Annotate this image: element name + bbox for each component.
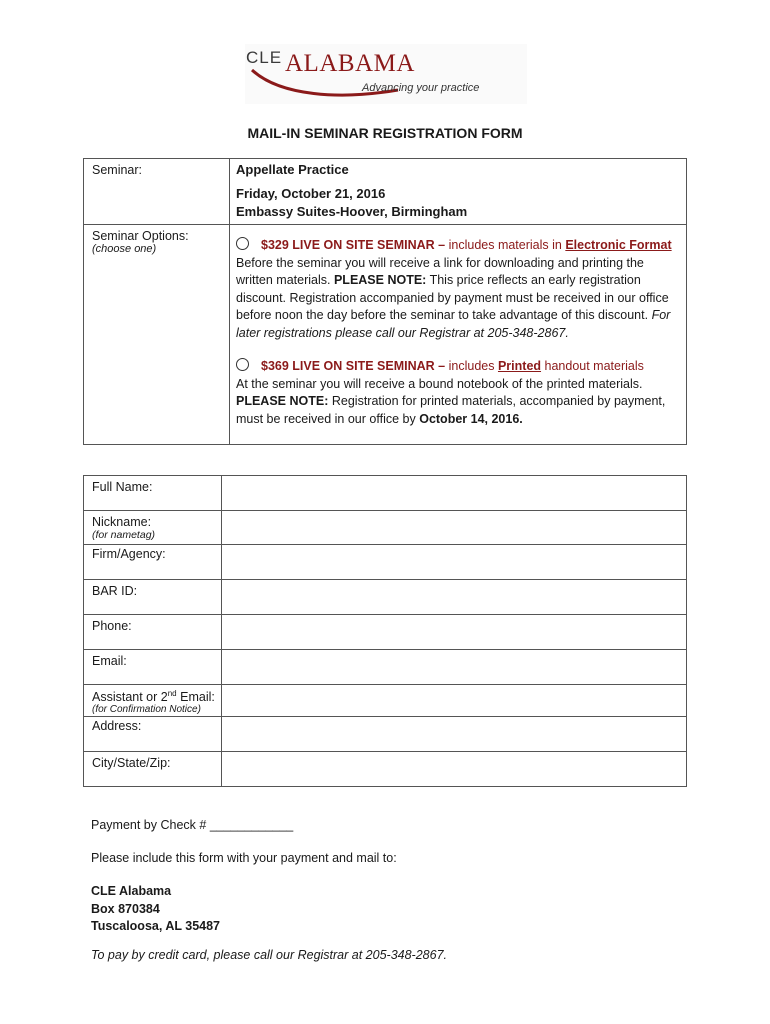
options-cell <box>230 225 687 445</box>
phone-input[interactable] <box>222 615 687 650</box>
field-row-bar-id <box>84 580 687 615</box>
check-line <box>91 818 293 832</box>
option-2-desc-a: At the seminar you will receive a bound notebook of the printed materials. <box>236 376 643 391</box>
option-1-note-label: PLEASE NOTE: <box>333 273 427 287</box>
option-2-deadline: October 14, 2016. <box>419 411 523 426</box>
option-1-type: LIVE ON SITE SEMINAR <box>292 238 435 252</box>
address-input[interactable] <box>222 717 687 752</box>
field-row-full-name <box>84 476 687 511</box>
seminar-label: Seminar: <box>92 163 143 177</box>
option-2-after: handout materials <box>544 359 644 373</box>
full-name-input[interactable] <box>222 476 687 511</box>
option-1-desc-c: For later registrations please call our Registrar at 205-348-2867. <box>236 308 671 340</box>
field-row-city <box>84 752 687 787</box>
form-title: MAIL-IN SEMINAR REGISTRATION FORM <box>247 125 523 141</box>
field-label-assistant-email: Assistant or 2nd Email: <box>92 689 215 705</box>
contact-table <box>83 475 687 787</box>
field-row-email <box>84 650 687 685</box>
option-1-radio[interactable] <box>236 237 249 250</box>
nickname-input[interactable] <box>222 511 687 545</box>
field-row-phone <box>84 615 687 650</box>
option-1 <box>236 237 678 342</box>
city-state-zip-input[interactable] <box>222 752 687 787</box>
seminar-location: Embassy Suites-Hoover, Birmingham <box>236 204 468 219</box>
field-label-bar-id: BAR ID: <box>92 584 138 598</box>
field-label-email: Email: <box>92 654 127 668</box>
field-sub-assistant-email: (for Confirmation Notice) <box>92 704 201 716</box>
seminar-date: Friday, October 21, 2016 <box>236 186 386 201</box>
option-2-includes: includes <box>448 359 495 373</box>
check-label: Payment by Check # <box>91 818 207 832</box>
bar-id-input[interactable] <box>222 580 687 615</box>
address-line: Box 870384 <box>91 901 160 916</box>
option-1-dash: – <box>438 238 446 252</box>
field-label-city: City/State/Zip: <box>92 756 171 770</box>
seminar-table <box>83 158 687 445</box>
option-2-note-label: PLEASE NOTE: <box>236 394 329 408</box>
credit-card-note: To pay by credit card, please call our Registrar at 205-348-2867. <box>91 948 447 962</box>
field-label-nickname: Nickname: <box>92 515 152 529</box>
logo-name: ALABAMA <box>285 50 415 77</box>
firm-input[interactable] <box>222 545 687 580</box>
address-line: CLE Alabama <box>91 884 172 898</box>
logo-prefix: CLE <box>246 48 283 67</box>
mail-instruction: Please include this form with your payment and mail to: <box>91 851 397 865</box>
option-2-format: Printed <box>497 359 542 373</box>
field-row-nickname <box>84 511 687 545</box>
option-2-type: LIVE ON SITE SEMINAR <box>292 359 435 373</box>
assistant-email-input[interactable] <box>222 685 687 717</box>
option-2-desc-b: Registration for printed materials, accompanied by payment, must be received in our office by <box>236 394 666 426</box>
option-1-desc-a: Before the seminar you will receive a link for downloading and printing the written materials. <box>236 255 644 287</box>
option-1-price: $329 <box>261 238 289 252</box>
option-1-format: Electronic Format <box>565 238 672 252</box>
field-label-address: Address: <box>92 719 142 733</box>
field-label-firm: Firm/Agency: <box>92 547 166 561</box>
options-hint: (choose one) <box>92 243 157 255</box>
option-2-price: $369 <box>261 359 289 373</box>
option-2 <box>236 358 678 428</box>
option-1-desc-b: This price reflects an early registration discount. Registration accompanied by payment must be received in our office before noon the day before the seminar to take advantage of this discount. <box>236 273 669 322</box>
option-2-radio[interactable] <box>236 358 249 371</box>
field-label-full-name: Full Name: <box>92 480 153 494</box>
seminar-info-cell <box>230 159 687 225</box>
options-label-cell <box>84 225 230 445</box>
field-row-address <box>84 717 687 752</box>
field-sub-nickname: (for nametag) <box>92 529 156 541</box>
option-2-dash: – <box>438 359 446 373</box>
field-label-phone: Phone: <box>92 619 132 633</box>
options-label: Seminar Options: <box>92 229 189 243</box>
address-line: Tuscaloosa, AL 35487 <box>91 919 220 933</box>
option-1-includes: includes materials in <box>448 238 562 252</box>
check-number-field[interactable]: ____________ <box>209 818 294 832</box>
logo-tagline: Advancing your practice <box>362 82 480 94</box>
field-row-firm <box>84 545 687 580</box>
field-row-assistant-email <box>84 685 687 717</box>
seminar-name: Appellate Practice <box>236 162 349 177</box>
seminar-label-cell <box>84 159 230 225</box>
email-input[interactable] <box>222 650 687 685</box>
mailing-address <box>91 883 220 936</box>
